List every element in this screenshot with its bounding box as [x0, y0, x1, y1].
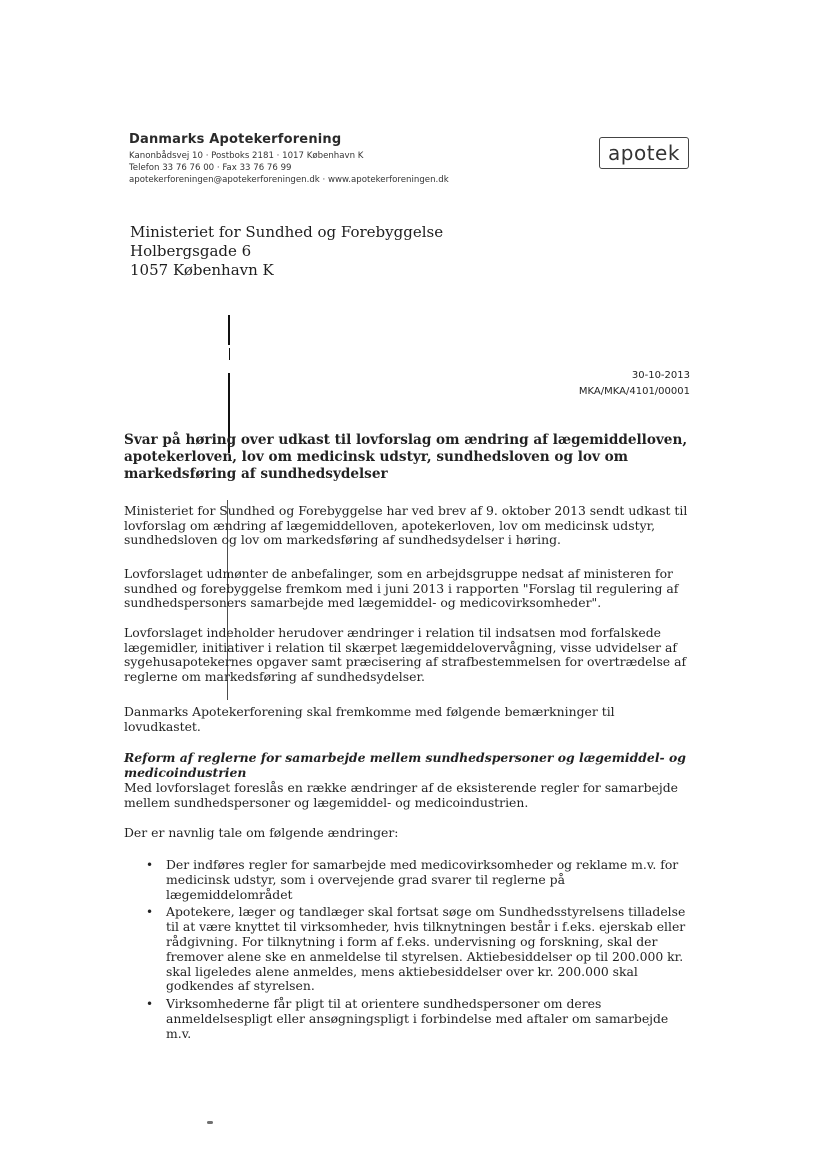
scan-mark	[229, 348, 230, 360]
letter-date: 30-10-2013	[631, 370, 690, 381]
section-heading: Reform af reglerne for samarbejde mellem sundhedspersoner og lægemiddel- og medicoindustrien	[124, 750, 686, 780]
list-item	[146, 905, 691, 994]
list-item-text: Apotekere, læger og tandlæger skal fortsat søge om Sundhedsstyrelsens tilladelse til at være knyttet til virksomheder, hvis tilknytningen består i f.eks. ejerskab eller rådgivning. For tilknytning i form af f.eks. undervisning og forskning, skal der fremover alene ske en anmeldelse til styrelsen. Aktiebesiddelser op til 200.000 kr. skal ligeledes alene anmeldes, mens aktiebesiddelser over kr. 200.000 skal godkendes af styrelsen.	[166, 904, 686, 994]
organization-address: Kanonbådsvej 10 · Postboks 2181 · 1017 København K	[129, 151, 364, 161]
bullet-icon: •	[146, 905, 154, 920]
letter-title: Svar på høring over udkast til lovforslag om ændring af lægemiddelloven, apotekerloven, lov om medicinsk udstyr, sundhedsloven og lov om markedsføring af sundhedsydelser	[124, 432, 688, 482]
paragraph: Danmarks Apotekerforening skal fremkomme med følgende bemærkninger til lovudkastet.	[124, 704, 615, 734]
list-item	[146, 858, 691, 902]
bullet-icon: •	[146, 858, 154, 872]
letter-reference: MKA/MKA/4101/00001	[578, 386, 690, 397]
list-item	[146, 997, 691, 1041]
recipient-name: Ministeriet for Sundhed og Forebyggelse	[130, 223, 444, 241]
paragraph: Ministeriet for Sundhed og Forebyggelse har ved brev af 9. oktober 2013 sendt udkast til lovforslag om ændring af lægemiddelloven, apotekerloven, lov om medicinsk udstyr, sundhedsloven og lov om markedsføring af sundhedsydelser i høring.	[124, 503, 688, 548]
organization-phone-fax: Telefon 33 76 76 00 · Fax 33 76 76 99	[129, 163, 292, 173]
recipient-city: 1057 København K	[130, 261, 274, 279]
list-item-text: Der indføres regler for samarbejde med medicovirksomheder og reklame m.v. for medicinsk udstyr, som i overvejende grad svarer til reglerne på lægemiddelområdet	[166, 857, 679, 902]
paragraph: Lovforslaget udmønter de anbefalinger, som en arbejdsgruppe nedsat af ministeren for sundhed og forebyggelse fremkom med i juni 2013 i rapporten "Forslag til regulering af sundhedspersoners samarbejde med lægemiddel- og medicovirksomheder".	[124, 566, 679, 611]
organization-email-web: apotekerforeningen@apotekerforeningen.dk · www.apotekerforeningen.dk	[129, 175, 449, 185]
apotek-logo: apotek	[599, 137, 689, 169]
list-item-text: Virksomhederne får pligt til at orientere sundhedspersoner om deres anmeldelsespligt eller ansøgningspligt i forbindelse med aftaler om samarbejde m.v.	[166, 996, 669, 1041]
bullet-icon: •	[146, 997, 154, 1012]
paragraph: Lovforslaget indeholder herudover ændringer i relation til indsatsen mod forfalskede lægemidler, initiativer i relation til skærpet lægemiddelovervågning, visse udvidelser af sygehusapotekernes opgaver samt præcisering af strafbestemmelsen for overtrædelse af reglerne om markedsføring af sundhedsydelser.	[124, 625, 687, 685]
section-body: Med lovforslaget foreslås en række ændringer af de eksisterende regler for samarbejde mellem sundhedspersoner og lægemiddel- og medicoindustrien.	[124, 780, 678, 810]
scan-mark	[228, 315, 230, 345]
change-list	[146, 858, 691, 1043]
section-intro: Der er navnlig tale om følgende ændringer:	[124, 825, 399, 840]
organization-name: Danmarks Apotekerforening	[129, 132, 342, 147]
recipient-street: Holbergsgade 6	[130, 242, 252, 260]
scan-mark	[207, 1121, 213, 1124]
